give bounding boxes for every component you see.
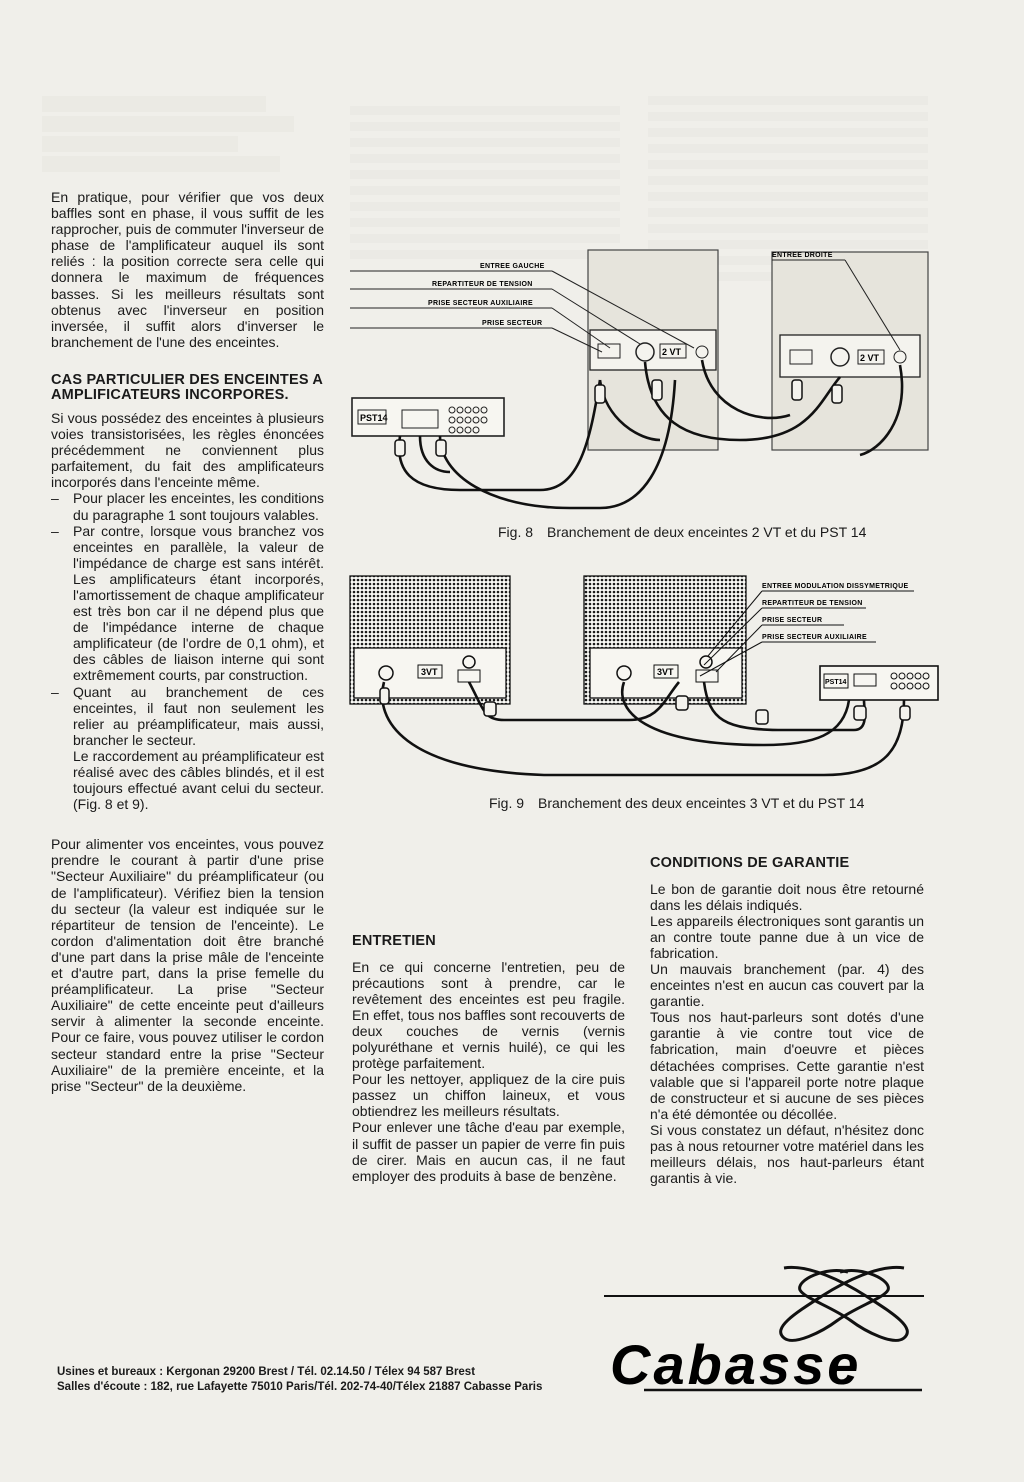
bullet-text: Par contre, lorsque vous branchez vos enceintes en parallèle, la valeur de l'impédance de charge est sans intérêt. Les amplificateurs étant incorporés, l'amortissement de chaque amplificateur est très bon car il ne dépend plus que de l'impédance interne de chaque amplificateur (de l'ordre de 0,1 ohm), et des câbles de liaison interne qui sont extrêmement courts, par construction. [73,522,324,684]
speaker-model-label: 2 VT [860,353,880,363]
figure-9-caption [489,795,864,811]
bullet-text: Pour placer les enceintes, les conditions du paragraphe 1 sont toujours valables. [73,490,324,523]
bleed-through-text [42,96,322,172]
section-heading-entretien: ENTRETIEN [352,933,436,949]
section-heading-garantie: CONDITIONS DE GARANTIE [650,855,850,871]
garantie-paragraph: Si vous constatez un défaut, n'hésitez donc pas à nous retourner votre matériel dans les meilleurs délais, nos haut-parleurs étant garantis à vie. [650,1121,924,1187]
amplified-speakers-paragraph: Si vous possédez des enceintes à plusieurs voies transistorisées, les règles énoncées précédemment ne conviennent plus parfaitement, du fait des amplificateurs incorporés dans l'enceinte même. [51,409,324,491]
garantie-paragraph: Le bon de garantie doit nous être retourné dans les délais indiqués. [650,880,924,913]
entretien-paragraph: Pour enlever une tâche d'eau par exemple, il suffit de passer un papier de verre fin puis de cirer. Mais en aucun cas, il ne faut employer des produits à base de benzène. [352,1119,625,1184]
footer-line: Usines et bureaux : Kergonan 29200 Brest / Tél. 02.14.50 / Télex 94 587 Brest [57,1366,476,1378]
figure-caption-text: Branchement de deux enceintes 2 VT et du PST 14 [547,524,867,540]
entretien-paragraph: Pour les nettoyer, appliquez de la cire puis passez un chiffon laineux, et vous obtiendrez les meilleurs résultats. [352,1071,625,1120]
bullet-item: – Pour placer les enceintes, les conditions du paragraphe 1 sont toujours valables. [51,490,324,523]
bullet-text: Quant au branchement de ces enceintes, il faut non seulement les relier au préamplificateur, mais aussi, brancher le secteur. [73,683,324,748]
speaker-model-label: 3VT [657,667,674,677]
device-label: PST14 [825,679,847,686]
label-repartiteur: REPARTITEUR DE TENSION [762,600,863,607]
figure-8-diagram [340,240,940,520]
left-column [51,189,324,1094]
section-heading-amplified-speakers: CAS PARTICULIER DES ENCEINTES A AMPLIFICATEURS INCORPORES. [51,371,323,404]
speaker-model-label: 3VT [421,667,438,677]
logo-wordmark: Cabasse [610,1333,862,1396]
entretien-section [352,934,625,1184]
label-entree-droite: ENTREE DROITE [772,252,833,259]
label-secteur-auxiliaire: PRISE SECTEUR AUXILIAIRE [428,300,533,307]
label-secteur-auxiliaire: PRISE SECTEUR AUXILIAIRE [762,634,867,641]
garantie-paragraph: Tous nos haut-parleurs sont dotés d'une garantie à vie contre tout vice de fabrication, main d'oeuvre et pièces détachées comprises. Cette garantie n'est valable que si l'appareil porte notre plaque de constructeur et si aucune de ses pièces n'a été démontée ou décollée. [650,1009,924,1122]
figure-8-caption [498,524,866,540]
figure-number: Fig. 8 [498,524,534,540]
label-prise-secteur: PRISE SECTEUR [482,320,543,327]
cabasse-logo [604,1262,934,1402]
garantie-paragraph: Un mauvais branchement (par. 4) des enceintes n'est en aucun cas couvert par la garantie. [650,960,924,1010]
garantie-section [650,856,924,1186]
label-entree-gauche: ENTREE GAUCHE [480,263,545,270]
bullet-item: – Par contre, lorsque vous branchez vos enceintes en parallèle, la valeur de l'impédance de charge est sans intérêt. Les amplificateurs étant incorporés, l'amortissement de chaque amplificateur est très bon car il ne dépend plus que de l'impédance interne de chaque amplificateur (de l'ordre de 0,1 ohm), et des câbles de liaison interne qui sont extrêmement courts, par construction. [51,522,324,684]
garantie-paragraph: Les appareils électroniques sont garantis un an contre toute panne due à un vice de fabrication. [650,912,924,961]
figure-9-diagram [344,570,940,785]
power-supply-paragraph: Pour alimenter vos enceintes, vous pouvez prendre le courant à partir d'une prise "Secteur Auxiliaire" du préamplificateur (ou de l'amplificateur). Vérifiez bien la tension du secteur (la valeur est indiquée sur le répartiteur de tension de l'enceinte). Le cordon d'alimentation doit être branché d'une part dans la prise mâle de l'enceinte et d'autre part, dans la prise femelle du préamplificateur. La prise "Secteur Auxiliaire" de cette enceinte peut d'ailleurs servir à alimenter la seconde enceinte. Pour ce faire, vous pouvez utiliser le cordon secteur standard entre la prise "Secteur Auxiliaire" de la première enceinte, et la prise "Secteur" de la deuxième. [51,836,324,1094]
footer-address [57,1365,597,1395]
figure-caption-text: Branchement des deux enceintes 3 VT et du PST 14 [538,795,865,811]
speaker-model-label: 2 VT [662,347,682,357]
intro-paragraph: En pratique, pour vérifier que vos deux baffles sont en phase, il vous suffit de les rapprocher, puis de commuter l'inverseur de phase de l'amplificateur auquel ils sont reliés : la position correcte sera celle qui donnera le maximum de fréquences basses. Si les meilleurs résultats sont obtenus avec l'inverseur en position inversée, il suffit alors d'inverser le branchement de l'une des enceintes. [51,189,324,350]
label-repartiteur: REPARTITEUR DE TENSION [432,281,533,288]
label-prise-secteur: PRISE SECTEUR [762,617,823,624]
label-entree-modulation: ENTREE MODULATION DISSYMETRIQUE [762,583,909,590]
bullet-item: – Quant au branchement de ces enceintes, il faut non seulement les relier au préamplificateur, mais aussi, brancher le secteur. [51,683,324,748]
bullet-continuation: Le raccordement au préamplificateur est réalisé avec des câbles blindés, et il est toujours effectué avant celui du secteur. (Fig. 8 et 9). [73,747,324,813]
footer-line: Salles d'écoute : 182, rue Lafayette 75010 Paris/Tél. 202-74-40/Télex 21887 Cabasse Paris [57,1381,543,1393]
figure-number: Fig. 9 [489,795,525,811]
device-label: PST14 [360,413,388,423]
entretien-paragraph: En ce qui concerne l'entretien, peu de précautions sont à prendre, car le revêtement des enceintes est peu fragile. En effet, tous nos baffles sont recouverts de deux couches de vernis (vernis polyuréthane et vernis huilé), ce qui les protège parfaitement. [352,958,625,1072]
